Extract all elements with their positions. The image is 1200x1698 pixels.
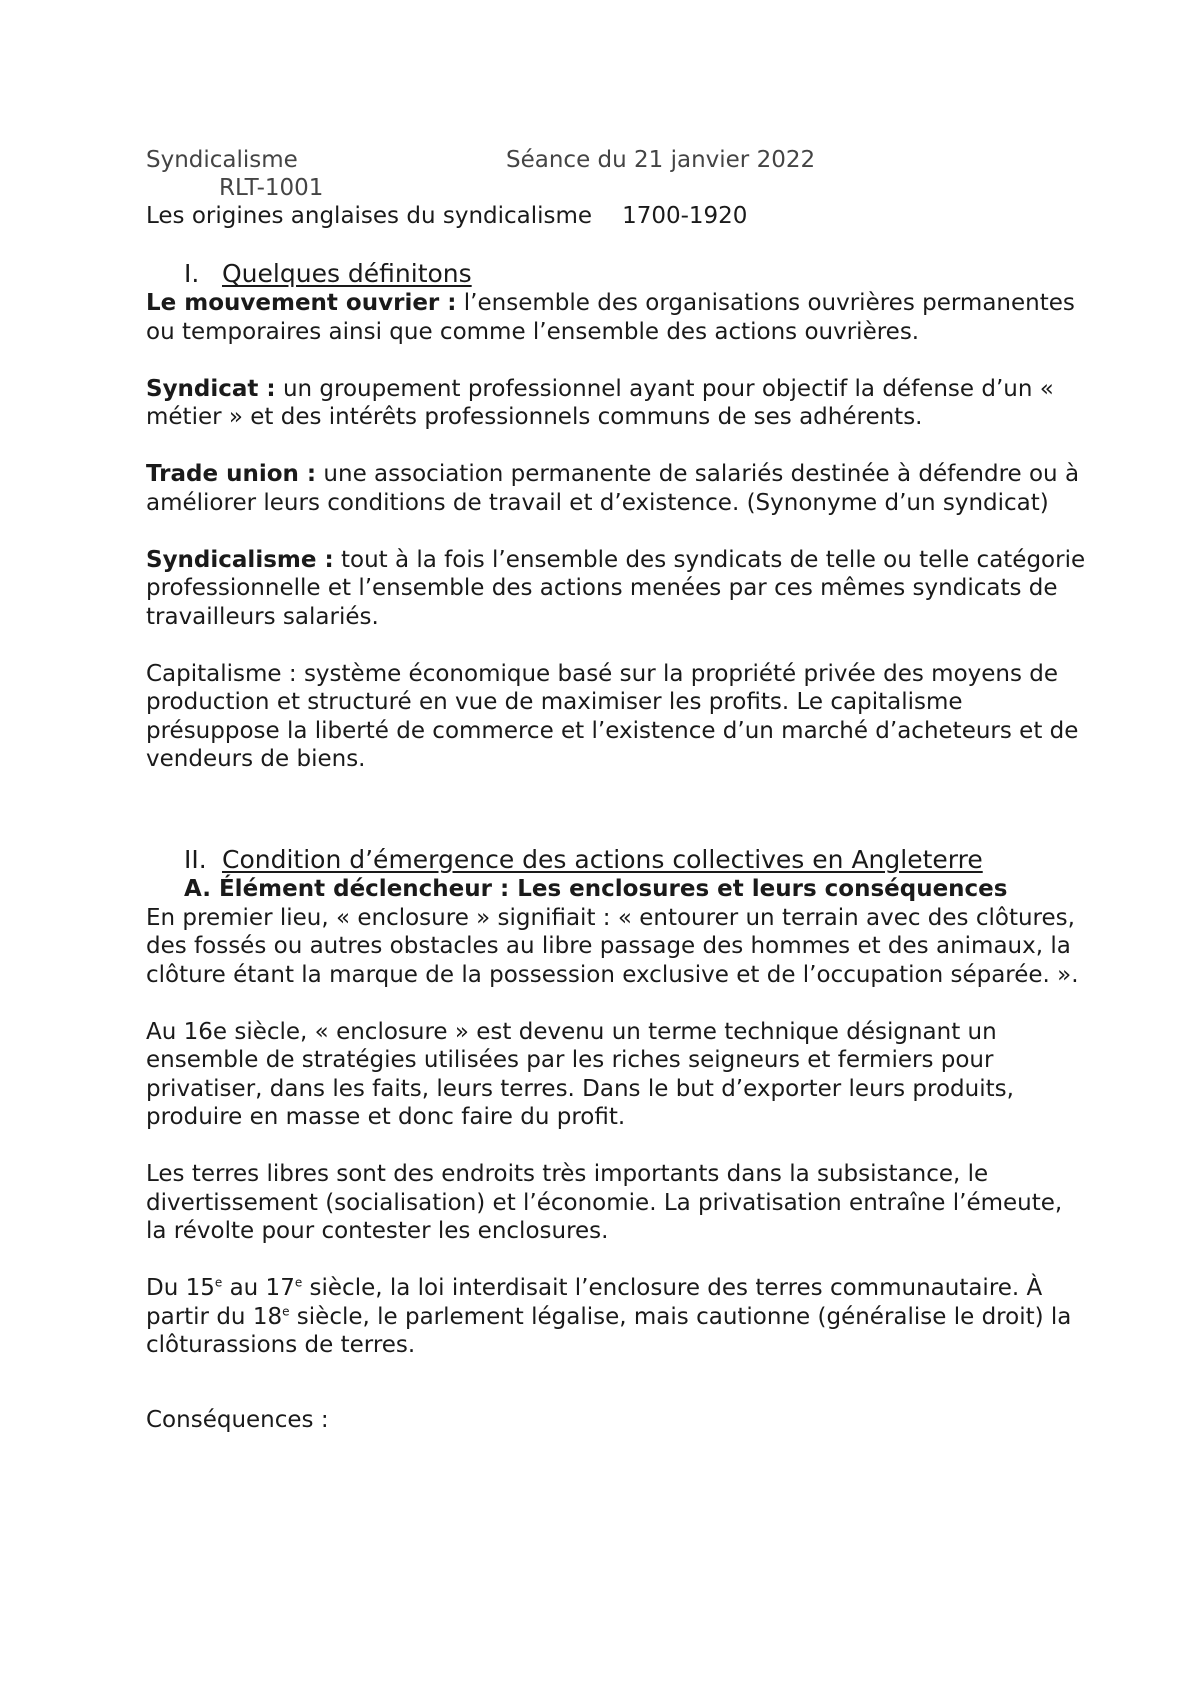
body-paragraph: En premier lieu, « enclosure » signifiait : « entourer un terrain avec des clôtures, des fossés ou autres obstacles au libre passage des hommes et des animaux, la clôture étant la marque de la possession exclusive et de l’occupation séparée. ». bbox=[146, 904, 1079, 988]
document-content bbox=[146, 258, 1086, 1463]
definition-text: une association permanente de salariés destinée à défendre ou à améliorer leurs conditions de travail et d’existence. (Synonyme d’un syndicat) bbox=[146, 461, 1080, 516]
section-heading-1 bbox=[146, 258, 1086, 289]
section-title: Quelques définitons bbox=[222, 259, 472, 288]
section-heading-2 bbox=[146, 844, 1086, 875]
definition-term: Le mouvement ouvrier : bbox=[146, 290, 457, 316]
definition-text: l’ensemble des organisations ouvrières permanentes ou temporaires ainsi que comme l’ensemble des actions ouvrières. bbox=[146, 290, 1075, 345]
session-date: Séance du 21 janvier 2022 bbox=[506, 147, 816, 173]
definition-paragraph bbox=[146, 546, 1086, 632]
subsection-heading: A. Élément déclencheur : Les enclosures et leurs conséquences bbox=[184, 876, 1008, 902]
law-text: siècle, la loi interdisait l’enclosure des terres communautaire. À partir du 18 bbox=[146, 1275, 1043, 1330]
law-text: siècle, le parlement légalise, mais cautionne (généralise le droit) la clôturassions de terres. bbox=[146, 1303, 1072, 1358]
consequences-label: Conséquences : bbox=[146, 1407, 329, 1433]
body-paragraph: Au 16e siècle, « enclosure » est devenu un terme technique désignant un ensemble de stratégies utilisées par les riches seigneurs et fermiers pour privatiser, dans les faits, leurs terres. Dans le but d’exporter leurs produits, produire en masse et donc faire du profit. bbox=[146, 1018, 1014, 1130]
ordinal-suffix: e bbox=[282, 1303, 290, 1318]
spacer bbox=[146, 802, 1086, 844]
definition-paragraph bbox=[146, 375, 1086, 432]
course-name: Syndicalisme bbox=[146, 147, 298, 173]
section-number: II. bbox=[184, 845, 207, 874]
ordinal-suffix: e bbox=[214, 1275, 223, 1290]
section-title: Condition d’émergence des actions collectives en Angleterre bbox=[222, 845, 983, 874]
course-code: RLT-1001 bbox=[219, 175, 324, 201]
definition-paragraph bbox=[146, 289, 1086, 346]
ordinal-suffix: e bbox=[294, 1275, 303, 1290]
body-paragraph: Les terres libres sont des endroits très importants dans la subsistance, le divertissement (socialisation) et l’économie. La privatisation entraîne l’émeute, la révolte pour contester les enclosures. bbox=[146, 1161, 1063, 1244]
law-paragraph bbox=[146, 1274, 1086, 1360]
section-number: I. bbox=[184, 259, 200, 288]
definition-term: Syndicat : bbox=[146, 375, 276, 402]
definition-paragraph bbox=[146, 460, 1086, 517]
definition-text: tout à la fois l’ensemble des syndicats de telle ou telle catégorie professionnelle et l’ensemble des actions menées par ces mêmes syndicats de travailleurs salariés. bbox=[146, 546, 1086, 630]
document-title bbox=[146, 202, 747, 231]
spacer bbox=[146, 1388, 1086, 1406]
title-text: Les origines anglaises du syndicalisme bbox=[146, 203, 593, 229]
law-text: au 17 bbox=[222, 1275, 295, 1301]
capitalisme-paragraph: Capitalisme : système économique basé sur la propriété privée des moyens de production et structuré en vue de maximiser les profits. Le capitalisme présuppose la liberté de commerce et l’existence d’un marché d’acheteurs et de vendeurs de biens. bbox=[146, 660, 1079, 772]
law-text: Du 15 bbox=[146, 1275, 215, 1301]
definition-term: Syndicalisme : bbox=[146, 546, 334, 573]
definition-term: Trade union : bbox=[146, 461, 317, 487]
title-years: 1700-1920 bbox=[622, 203, 748, 229]
definition-text: un groupement professionnel ayant pour objectif la défense d’un « métier » et des intérêts professionnels communs de ses adhérents. bbox=[146, 375, 1054, 430]
